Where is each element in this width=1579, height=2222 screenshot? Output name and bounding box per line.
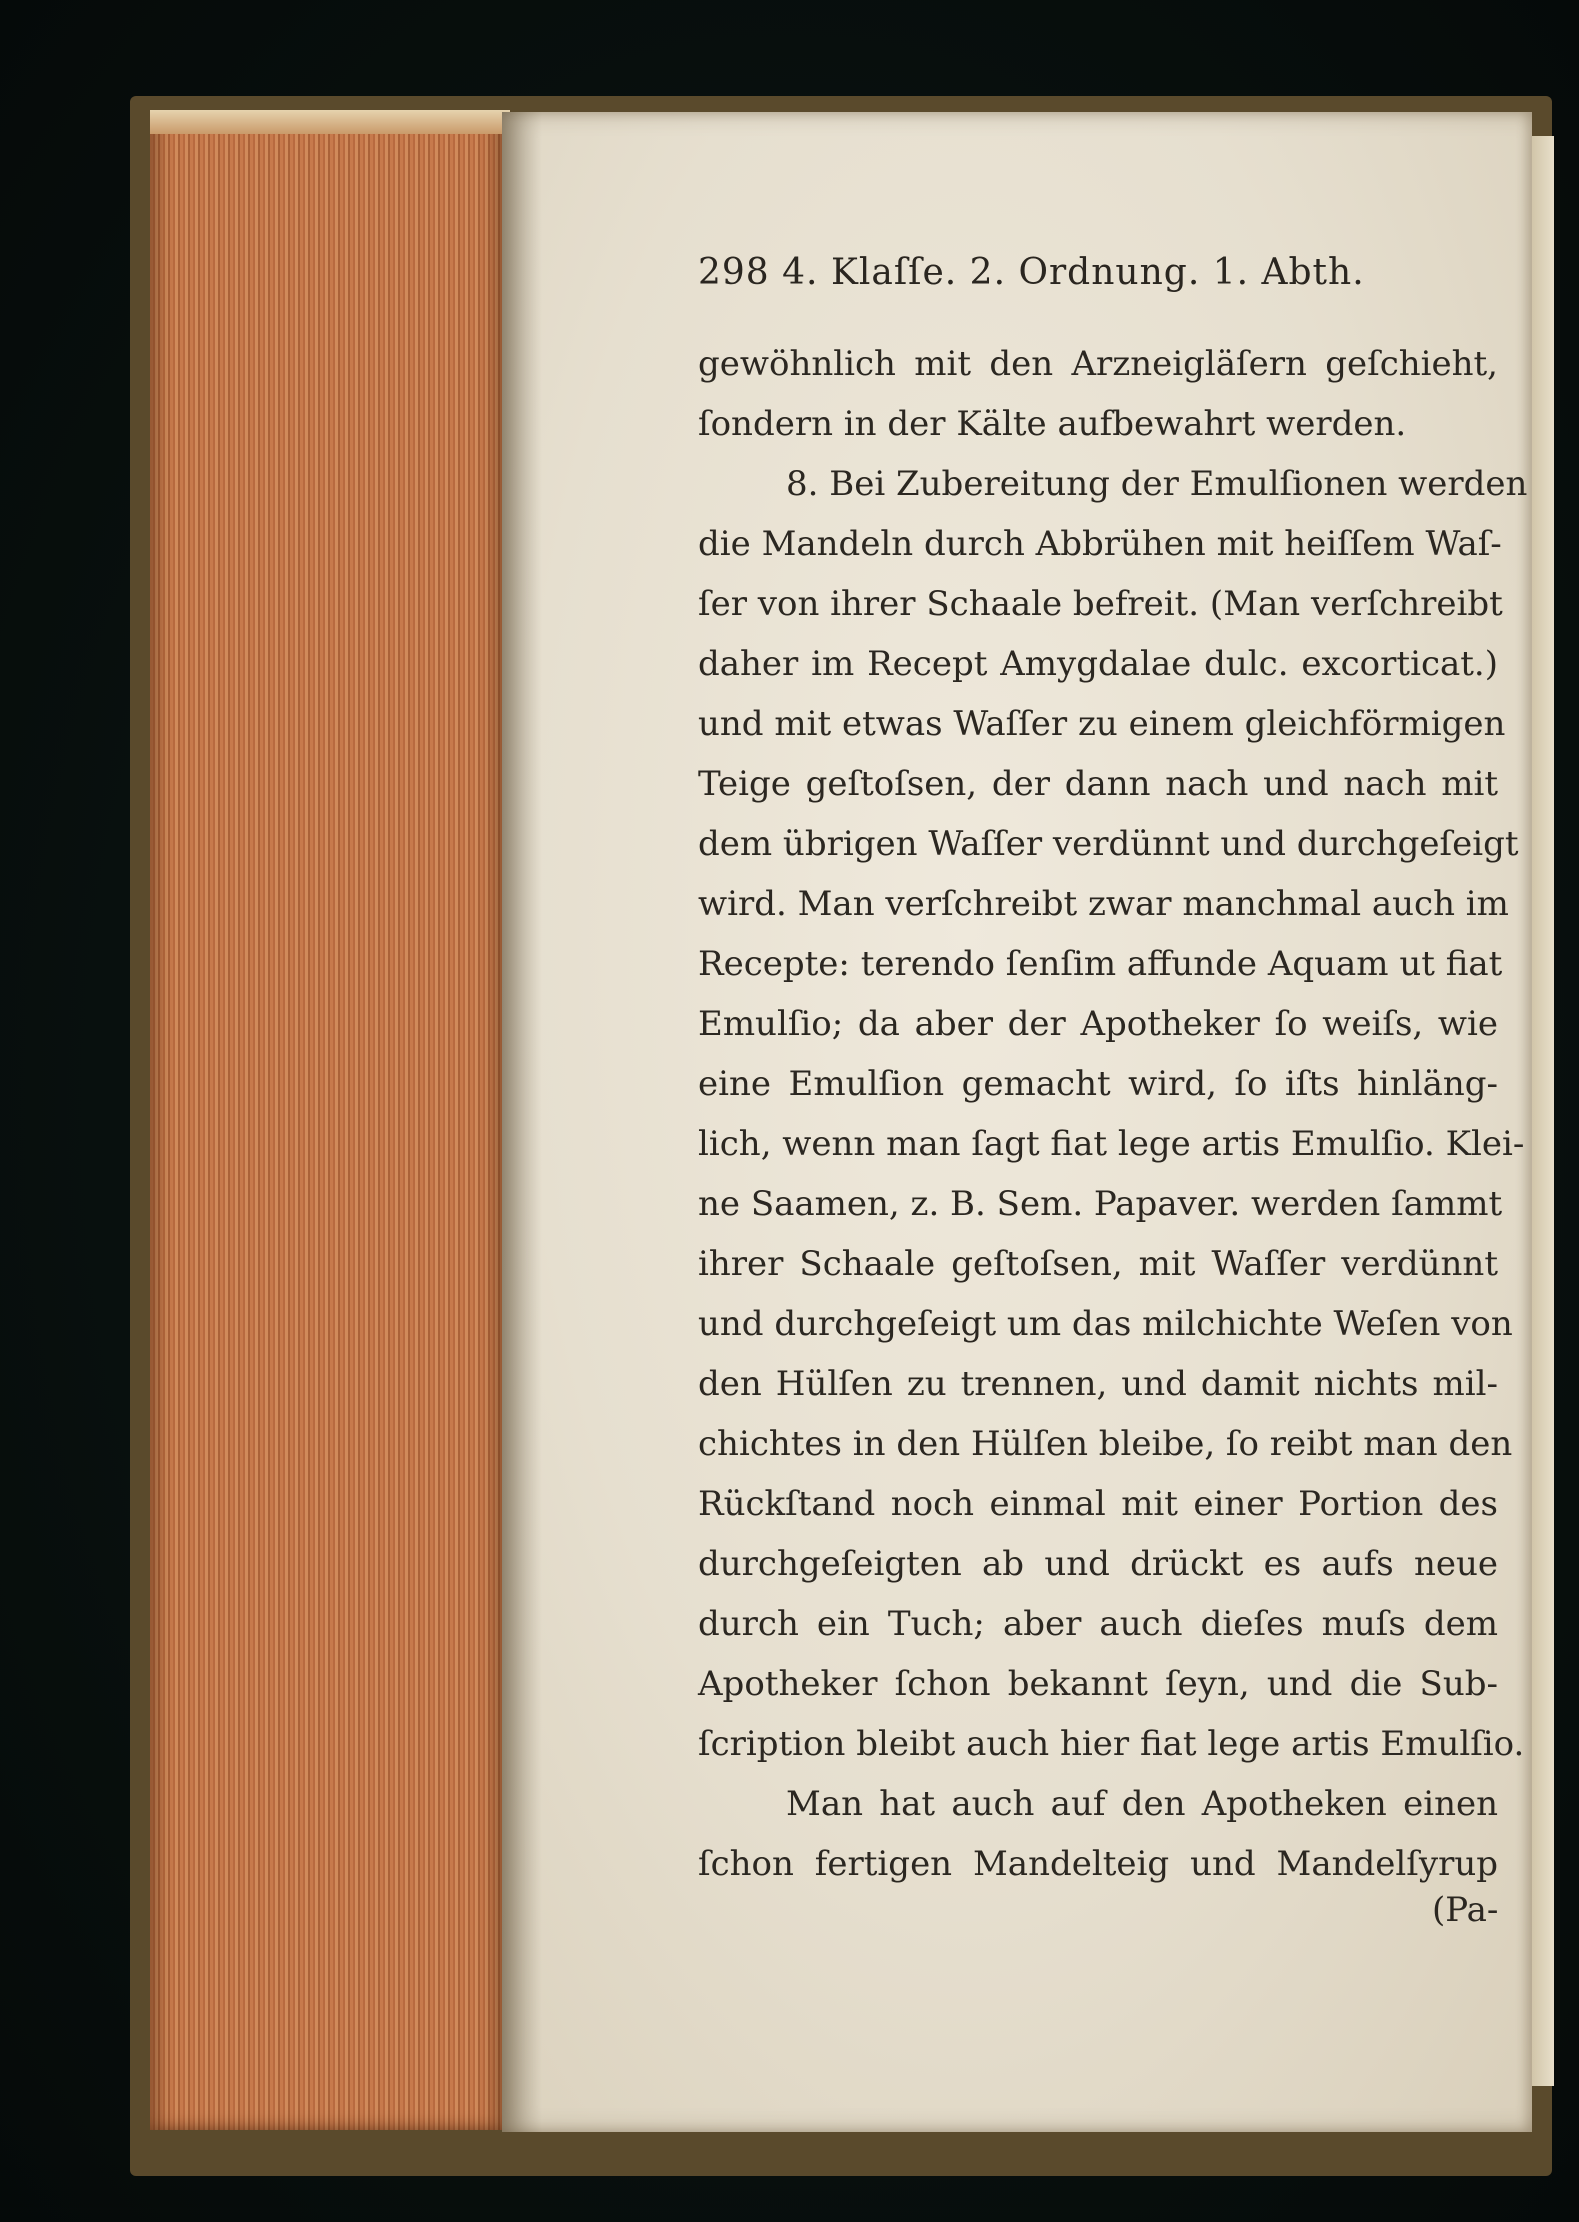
gutter-shadow (502, 112, 542, 2132)
text-line: 8. Bei Zubereitung der Emulſionen werden (786, 464, 1528, 504)
text-line: dem übrigen Waſſer verdünnt und durchgeſeigt (698, 824, 1519, 864)
text-line: Rückſtand noch einmal mit einer Portion des (698, 1484, 1498, 1524)
text-line: ſcription bleibt auch hier fiat lege artis Emulſio. (698, 1724, 1525, 1764)
catchword: (Pa- (1432, 1890, 1499, 1930)
text-line: eine Emulſion gemacht wird, ſo iſts hinläng- (698, 1064, 1498, 1104)
text-line: Apotheker ſchon bekannt ſeyn, und die Sub- (698, 1664, 1498, 1704)
text-line: ne Saamen, z. B. Sem. Papaver. werden ſammt (698, 1184, 1503, 1224)
text-line: die Mandeln durch Abbrühen mit heiſſem Waſ- (698, 524, 1502, 564)
page-fore-edge (150, 110, 510, 2130)
text-line: ihrer Schaale geſtoſsen, mit Waſſer verdünnt (698, 1244, 1498, 1284)
text-line: und mit etwas Waſſer zu einem gleichförmigen (698, 704, 1506, 744)
text-line: Emulſio; da aber der Apotheker ſo weiſs, wie (698, 1004, 1498, 1044)
text-line: wird. Man verſchreibt zwar manchmal auch im (698, 884, 1509, 924)
next-page-edge (1530, 136, 1554, 2086)
text-line: gewöhnlich mit den Arzneigläſern geſchieht, (698, 344, 1498, 384)
book-page (502, 112, 1532, 2132)
text-line: ſchon fertigen Mandelteig und Mandelſyrup (698, 1844, 1498, 1884)
text-line: ſer von ihrer Schaale befreit. (Man verſchreibt (698, 584, 1503, 624)
text-line: Teige geſtoſsen, der dann nach und nach mit (698, 764, 1498, 804)
text-line: daher im Recept Amygdalae dulc. excorticat.) (698, 644, 1498, 684)
text-line: den Hülſen zu trennen, und damit nichts mil- (698, 1364, 1498, 1404)
text-line: Recepte: terendo ſenſim affunde Aquam ut fiat (698, 944, 1503, 984)
text-line: Man hat auch auf den Apotheken einen (786, 1784, 1498, 1824)
text-line: ſondern in der Kälte aufbewahrt werden. (698, 404, 1407, 444)
text-line: lich, wenn man ſagt fiat lege artis Emulſio. Klei- (698, 1124, 1525, 1164)
page-body (698, 334, 1528, 1894)
text-line: durchgeſeigten ab und drückt es aufs neue (698, 1544, 1498, 1584)
text-line: durch ein Tuch; aber auch dieſes muſs dem (698, 1604, 1498, 1644)
running-header: 298 4. Klaſſe. 2. Ordnung. 1. Abth. (698, 252, 1365, 293)
text-line: chichtes in den Hülſen bleibe, ſo reibt man den (698, 1424, 1513, 1464)
text-line: und durchgeſeigt um das milchichte Weſen von (698, 1304, 1513, 1344)
